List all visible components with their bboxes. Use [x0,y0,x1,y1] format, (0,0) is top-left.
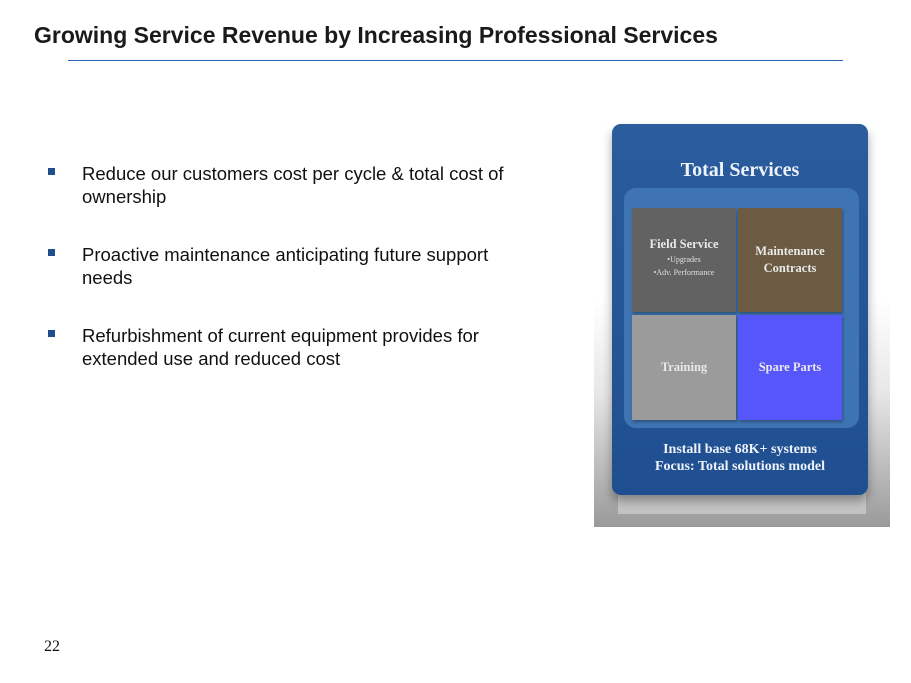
page-number: 22 [44,638,60,655]
tile-training [632,315,736,420]
bullet-text: Proactive maintenance anticipating future support needs [82,244,489,288]
bullet-item [48,324,508,370]
bullet-text: Refurbishment of current equipment provides for extended use and reduced cost [82,325,479,369]
tile-maintenance-contracts [738,208,842,312]
square-bullet-icon [48,249,55,256]
square-bullet-icon [48,330,55,337]
bullet-list [48,162,508,405]
tile-field-service [632,208,736,312]
square-bullet-icon [48,168,55,175]
slide-title: Growing Service Revenue by Increasing Professional Services [34,22,718,48]
install-base-text: Install base 68K+ systems [663,442,817,457]
diagram-title: Total Services [680,159,800,181]
tile-sub-item: •Adv. Performance [653,267,715,277]
title-underline [68,60,843,61]
focus-text: Focus: Total solutions model [655,459,825,474]
tile-label: Field Service [649,236,719,251]
tile-spare-parts [738,315,842,420]
tile-sub-item: •Upgrades [667,254,701,264]
bullet-item [48,162,508,208]
tile-label: Maintenance Contracts [755,244,825,275]
tile-label: Training [660,360,708,374]
tile-label: Spare Parts [758,360,822,374]
total-services-card [612,124,868,495]
bullet-item [48,243,508,289]
bullet-text: Reduce our customers cost per cycle & total cost of ownership [82,163,504,207]
